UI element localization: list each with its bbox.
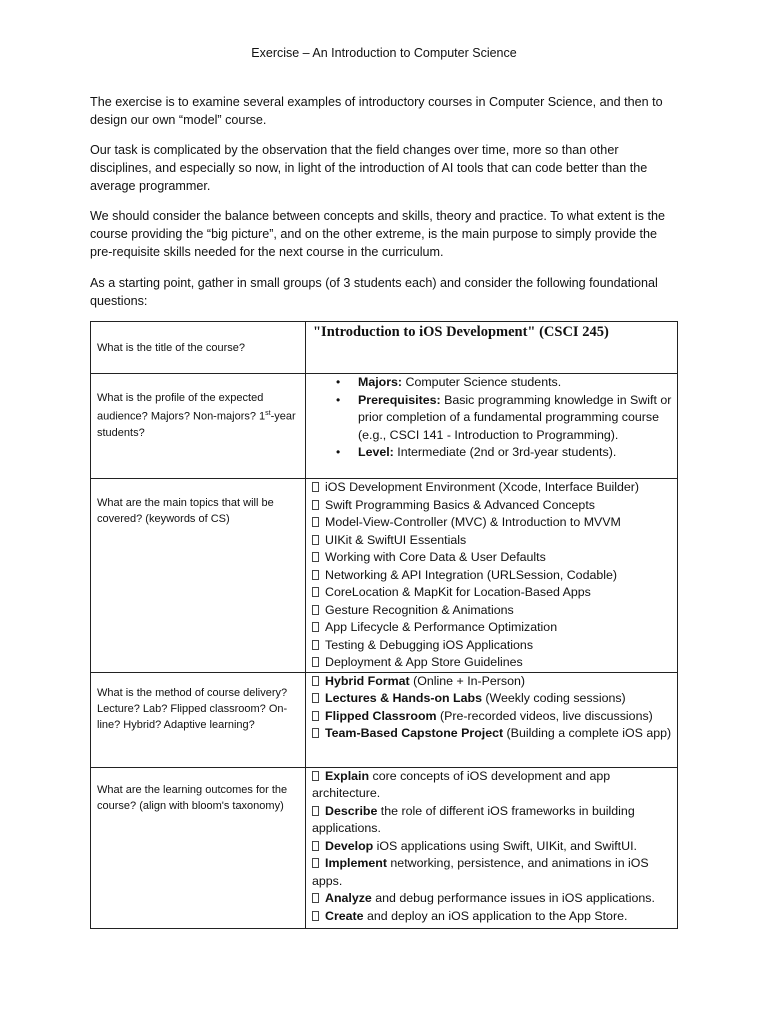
missing-glyph-icon <box>312 640 319 650</box>
topic-text: CoreLocation & MapKit for Location-Based Apps <box>325 585 591 599</box>
topics-list <box>306 479 677 672</box>
outcomes-list <box>306 768 677 926</box>
audience-list <box>306 374 677 462</box>
answer-cell <box>306 374 678 479</box>
missing-glyph-icon <box>312 570 319 580</box>
list-item <box>312 725 673 743</box>
answer-cell <box>306 322 678 374</box>
question-delivery: What is the method of course delivery? Lecture? Lab? Flipped classroom? On-line? Hybrid? Adaptive learning? <box>97 686 288 731</box>
missing-glyph-icon <box>312 711 319 721</box>
list-item <box>312 838 673 856</box>
missing-glyph-icon <box>312 552 319 562</box>
missing-glyph-icon <box>312 535 319 545</box>
item-label: Describe <box>325 803 378 818</box>
list-item <box>312 855 673 890</box>
question-cell <box>91 374 306 479</box>
missing-glyph-icon <box>312 893 319 903</box>
item-text: Computer Science students. <box>402 375 562 389</box>
missing-glyph-icon <box>312 587 319 597</box>
list-item <box>358 374 677 392</box>
item-label: Analyze <box>325 891 372 905</box>
answer-cell <box>306 672 678 767</box>
missing-glyph-icon <box>312 728 319 738</box>
missing-glyph-icon <box>312 693 319 703</box>
list-item <box>312 619 673 637</box>
table-row <box>91 479 678 673</box>
instructions-paragraph: As a starting point, gather in small groups (of 3 students each) and consider the following foundational questions: <box>90 276 658 308</box>
item-text: iOS applications using Swift, UIKit, and SwiftUI. <box>373 838 637 853</box>
question-audience-suffix: -year students? <box>97 410 296 439</box>
topic-text: Model-View-Controller (MVC) & Introduction to MVVM <box>325 515 621 529</box>
question-cell <box>91 479 306 673</box>
question-audience-sup: st <box>265 410 271 417</box>
topic-text: UIKit & SwiftUI Essentials <box>325 532 467 547</box>
item-label: Lectures & Hands-on Labs <box>325 691 482 705</box>
complication-paragraph: Our task is complicated by the observation that the field changes over time, more so than other disciplines, and especially so now, in light of the introduction of AI tools that can code better than the average programmer. <box>90 143 648 193</box>
item-text: the role of different iOS frameworks in building applications. <box>312 803 635 835</box>
list-item <box>312 690 673 708</box>
missing-glyph-icon <box>312 806 319 816</box>
list-item <box>312 654 673 672</box>
list-item <box>358 392 677 445</box>
missing-glyph-icon <box>312 500 319 510</box>
list-item <box>312 532 673 550</box>
item-label: Explain <box>325 768 370 783</box>
item-label: Develop <box>325 838 374 853</box>
topic-text: Testing & Debugging iOS Applications <box>325 637 534 652</box>
list-item <box>312 479 673 497</box>
missing-glyph-icon <box>312 771 319 781</box>
list-item <box>312 602 673 620</box>
list-item <box>312 768 673 803</box>
question-cell <box>91 767 306 928</box>
item-text: (Online + In-Person) <box>409 673 526 688</box>
item-label: Majors: <box>358 375 403 389</box>
list-item <box>358 444 677 462</box>
list-item <box>312 708 673 726</box>
topic-text: iOS Development Environment (Xcode, Interface Builder) <box>325 480 640 494</box>
item-label: Level: <box>358 445 394 459</box>
question-audience-prefix: What is the profile of the expected audience? Majors? Non-majors? 1 <box>97 392 266 423</box>
item-text: core concepts of iOS development and app architecture. <box>312 768 611 800</box>
list-item <box>312 584 673 602</box>
question-topics: What are the main topics that will be covered? (keywords of CS) <box>97 497 274 525</box>
item-text: Intermediate (2nd or 3rd-year students). <box>393 445 617 459</box>
questions-table <box>90 321 678 929</box>
list-item <box>312 549 673 567</box>
table-row <box>91 672 678 767</box>
item-text: (Building a complete iOS app) <box>503 726 672 740</box>
missing-glyph-icon <box>312 841 319 851</box>
missing-glyph-icon <box>312 858 319 868</box>
item-text: and deploy an iOS application to the App Store. <box>363 908 628 923</box>
topic-text: Swift Programming Basics & Advanced Concepts <box>325 497 595 512</box>
item-label: Team-Based Capstone Project <box>325 726 504 740</box>
question-outcomes: What are the learning outcomes for the course? (align with bloom's taxonomy) <box>97 783 288 812</box>
item-label: Implement <box>325 856 387 870</box>
list-item <box>312 514 673 532</box>
item-label: Flipped Classroom <box>325 708 437 723</box>
answer-cell <box>306 767 678 928</box>
item-label: Hybrid Format <box>325 673 410 688</box>
missing-glyph-icon <box>312 482 319 492</box>
missing-glyph-icon <box>312 517 319 527</box>
item-text: networking, persistence, and animations in iOS apps. <box>312 856 649 888</box>
topic-text: Working with Core Data & User Defaults <box>325 550 546 564</box>
item-text: (Pre-recorded videos, live discussions) <box>436 708 653 723</box>
list-item <box>312 497 673 515</box>
list-item <box>312 567 673 585</box>
answer-cell <box>306 479 678 673</box>
question-cell <box>91 322 306 374</box>
list-item <box>312 673 673 691</box>
missing-glyph-icon <box>312 622 319 632</box>
course-title: "Introduction to iOS Development" (CSCI 245) <box>313 324 609 340</box>
topic-text: App Lifecycle & Performance Optimization <box>325 620 558 634</box>
topic-text: Deployment & App Store Guidelines <box>325 655 523 669</box>
missing-glyph-icon <box>312 657 319 667</box>
item-text: (Weekly coding sessions) <box>481 691 626 705</box>
item-text: Basic programming knowledge in Swift or prior completion of a fundamental programming course (e.g., CSCI 141 - Introduction to Programming). <box>358 392 672 442</box>
delivery-list <box>306 673 677 743</box>
question-audience <box>91 374 305 441</box>
list-item <box>312 908 673 926</box>
table-row <box>91 322 678 374</box>
list-item <box>312 803 673 838</box>
item-text: and debug performance issues in iOS applications. <box>371 891 655 905</box>
intro-paragraph: The exercise is to examine several examples of introductory courses in Computer Science, and then to design our own “model” course. <box>90 95 663 127</box>
table-row <box>91 374 678 479</box>
table-row <box>91 767 678 928</box>
document-title: Exercise – An Introduction to Computer Science <box>251 46 517 60</box>
question-title: What is the title of the course? <box>97 342 245 354</box>
topic-text: Gesture Recognition & Animations <box>325 602 514 617</box>
list-item <box>312 890 673 908</box>
question-cell <box>91 672 306 767</box>
topic-text: Networking & API Integration (URLSession, Codable) <box>325 567 618 582</box>
item-label: Prerequisites: <box>358 392 441 407</box>
missing-glyph-icon <box>312 605 319 615</box>
item-label: Create <box>325 908 364 923</box>
list-item <box>312 637 673 655</box>
missing-glyph-icon <box>312 911 319 921</box>
missing-glyph-icon <box>312 676 319 686</box>
balance-paragraph: We should consider the balance between concepts and skills, theory and practice. To what extent is the course providing the “big picture”, and on the other extreme, is the main purpose to simply provide the pre-requisite skills needed for the next course in the curriculum. <box>90 209 665 259</box>
